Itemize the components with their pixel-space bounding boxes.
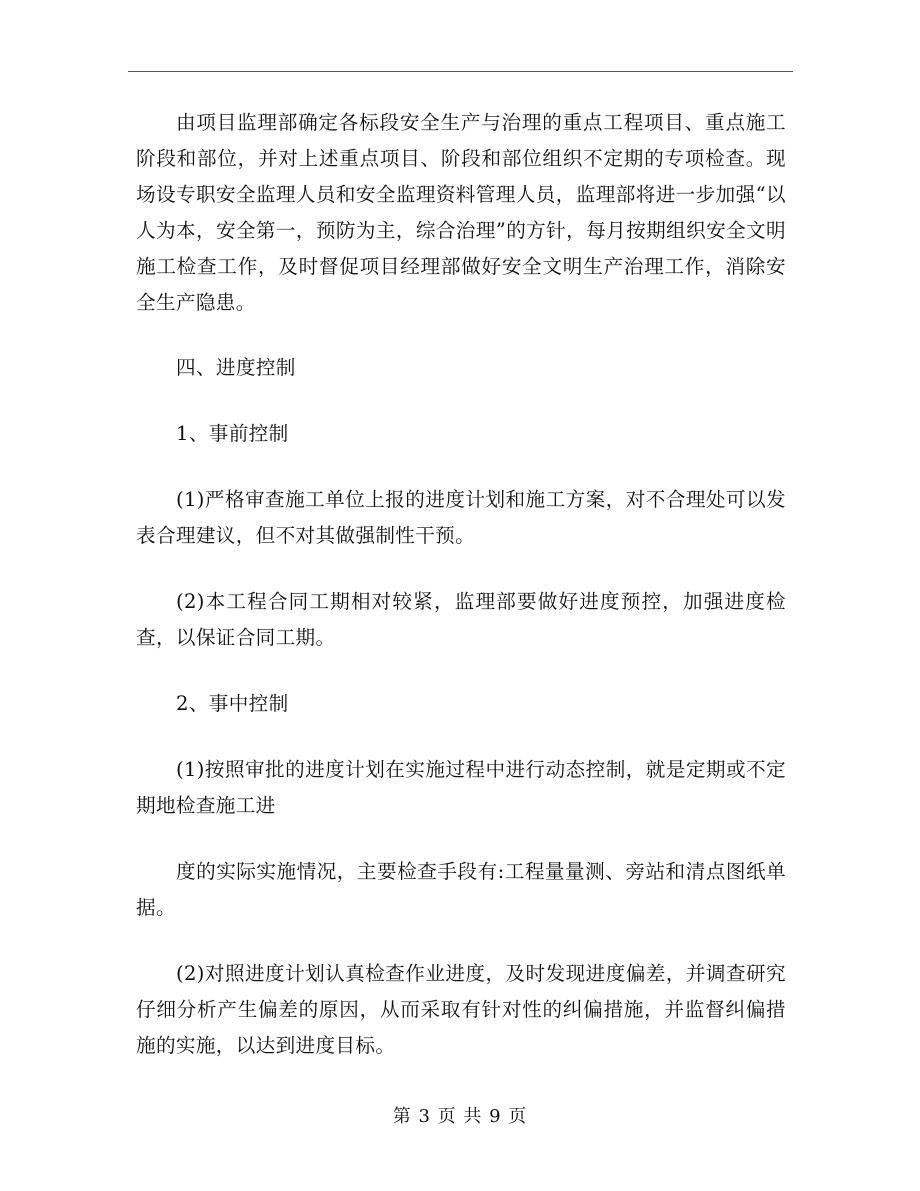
subheading-pre-control: 1、事前控制: [176, 422, 289, 445]
paragraph-pre-control-1: (1)严格审查施工单位上报的进度计划和施工方案，对不合理处可以发表合理建议，但不对其做强制性干预。: [136, 488, 786, 547]
paragraph-pre-control-2: (2)本工程合同工期相对较紧，监理部要做好进度预控，加强进度检查，以保证合同工期。: [136, 590, 786, 649]
subheading-in-process-control: 2、事中控制: [176, 692, 289, 715]
paragraph-in-process-control-2: (2)对照进度计划认真检查作业进度，及时发现进度偏差，并调查研究仔细分析产生偏差的原因，从而采取有针对性的纠偏措施，并监督纠偏措施的实施，以达到进度目标。: [136, 962, 786, 1057]
paragraph-safety-management: 由项目监理部确定各标段安全生产与治理的重点工程项目、重点施工阶段和部位，并对上述重点项目、阶段和部位组织不定期的专项检查。现场设专职安全监理人员和安全监理资料管理人员，监理部将进一步加强“以人为本，安全第一，预防为主，综合治理”的方针，每月按期组织安全文明施工检查工作，及时督促项目经理部做好安全文明生产治理工作，消除安全生产隐患。: [136, 111, 786, 314]
paragraph-in-process-control-1-cont: 度的实际实施情况，主要检查手段有:工程量量测、旁站和清点图纸单据。: [136, 860, 786, 919]
page-number: 第 3 页 共 9 页: [392, 1106, 528, 1127]
header-rule: [128, 71, 793, 72]
paragraph-in-process-control-1: (1)按照审批的进度计划在实施过程中进行动态控制，就是定期或不定期地检查施工进: [136, 758, 786, 817]
heading-progress-control: 四、进度控制: [176, 356, 296, 379]
document-body: [136, 105, 786, 1064]
